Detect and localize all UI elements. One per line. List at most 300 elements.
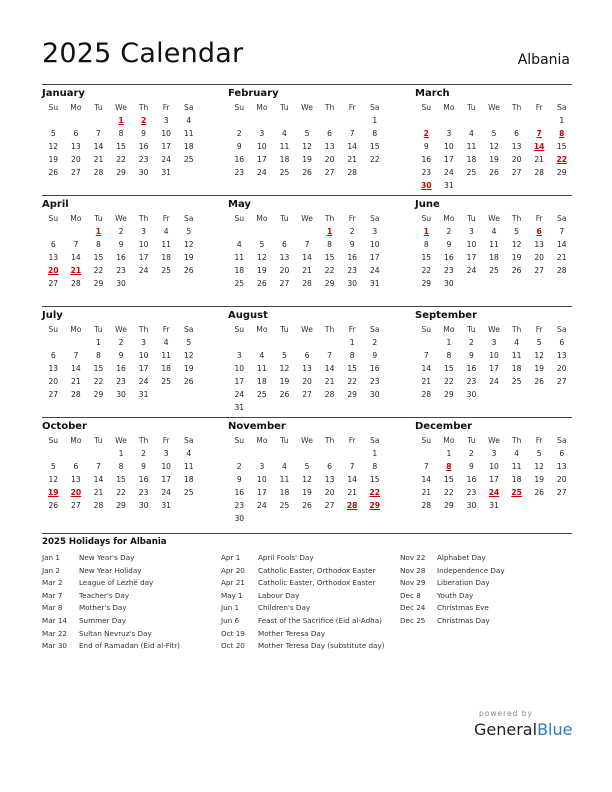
weekday-header	[228, 212, 386, 225]
day-cell: 14	[421, 364, 432, 373]
holiday-name: Independence Day	[437, 565, 505, 575]
empty-day-cell	[42, 114, 65, 127]
holiday-day-cell: 14	[533, 142, 545, 151]
day-cell: 3	[163, 116, 169, 125]
weekday-label: We	[488, 214, 500, 223]
week-row	[228, 388, 386, 401]
week-row	[42, 388, 200, 401]
day-cell: 6	[327, 462, 333, 471]
holiday-date: Mar 8	[42, 603, 63, 613]
holiday-name: Catholic Easter, Orthodox Easter	[258, 578, 376, 588]
day-cell: 17	[489, 364, 499, 373]
day-cell: 24	[234, 390, 245, 399]
day-cell: 30	[138, 501, 149, 510]
weekday-label: We	[115, 103, 127, 112]
holiday-day-cell: 2	[140, 116, 147, 125]
holiday-name: Summer Day	[79, 615, 126, 625]
empty-day-cell	[460, 114, 483, 127]
day-cell: 27	[324, 501, 335, 510]
day-cell: 15	[444, 364, 454, 373]
calendar-grid	[42, 84, 572, 534]
weekday-label: Fr	[535, 325, 543, 334]
holiday-date: Mar 30	[42, 641, 67, 651]
empty-day-cell	[483, 277, 506, 290]
day-cell: 19	[534, 364, 545, 373]
day-cell: 30	[138, 168, 149, 177]
holiday-date: May 1	[221, 590, 243, 600]
day-cell: 9	[372, 351, 378, 360]
day-cell: 9	[349, 240, 355, 249]
day-cell: 13	[48, 364, 59, 373]
empty-day-cell	[318, 114, 341, 127]
holiday-date: Mar 7	[42, 590, 63, 600]
day-cell: 26	[511, 266, 522, 275]
day-cell: 21	[534, 155, 545, 164]
day-cell: 7	[559, 227, 565, 236]
holiday-name: Labour Day	[258, 590, 300, 600]
week-row	[415, 388, 573, 401]
week-row	[415, 375, 573, 388]
weekday-label: Sa	[557, 214, 567, 223]
day-cell: 9	[423, 142, 429, 151]
day-cell: 13	[511, 142, 522, 151]
weekday-header	[415, 323, 573, 336]
day-cell: 15	[116, 475, 126, 484]
day-cell: 18	[279, 488, 290, 497]
week-row	[42, 140, 200, 153]
day-cell: 16	[138, 475, 149, 484]
day-cell: 24	[489, 377, 499, 386]
day-cell: 22	[116, 155, 126, 164]
day-cell: 24	[444, 168, 454, 177]
empty-day-cell	[42, 336, 65, 349]
empty-day-cell	[87, 447, 110, 460]
day-cell: 5	[536, 338, 542, 347]
day-cell: 10	[444, 142, 454, 151]
day-cell: 5	[50, 129, 56, 138]
day-cell: 8	[423, 240, 429, 249]
week-row	[228, 447, 386, 460]
month-april	[42, 196, 200, 290]
weekday-label: Th	[511, 103, 522, 112]
empty-day-cell	[228, 225, 251, 238]
holiday-item	[42, 590, 180, 603]
day-cell: 9	[236, 475, 242, 484]
week-row	[415, 114, 573, 127]
empty-day-cell	[273, 401, 296, 414]
month-name: July	[42, 310, 63, 321]
empty-day-cell	[318, 447, 341, 460]
powered-by-text: powered by	[479, 709, 533, 718]
holiday-day-cell: 24	[488, 488, 500, 497]
day-cell: 3	[491, 338, 497, 347]
day-cell: 17	[444, 155, 454, 164]
week-row	[228, 153, 386, 166]
week-row	[415, 179, 573, 192]
holiday-name: End of Ramadan (Eid al-Fitr)	[79, 641, 180, 651]
month-august	[228, 307, 386, 414]
day-cell: 13	[71, 475, 81, 484]
day-cell: 16	[347, 253, 358, 262]
day-cell: 28	[71, 390, 81, 399]
day-cell: 30	[347, 279, 358, 288]
week-row	[42, 127, 200, 140]
brand-text-blue: Blue	[537, 720, 573, 739]
weekday-label: Sa	[370, 325, 380, 334]
holiday-date: Jan 2	[42, 565, 60, 575]
day-cell: 14	[93, 475, 104, 484]
week-row	[228, 166, 386, 179]
holiday-date: Nov 22	[400, 553, 426, 562]
day-cell: 8	[118, 129, 124, 138]
day-cell: 14	[302, 253, 312, 262]
holiday-date: Apr 20	[221, 565, 245, 575]
day-cell: 10	[466, 240, 477, 249]
empty-day-cell	[87, 114, 110, 127]
day-cell: 4	[282, 462, 287, 471]
weekday-label: Mo	[70, 214, 82, 223]
day-cell: 5	[491, 129, 497, 138]
day-cell: 27	[324, 168, 335, 177]
holiday-date: Dec 25	[400, 615, 426, 625]
day-cell: 14	[324, 364, 335, 373]
empty-day-cell	[483, 388, 506, 401]
empty-day-cell	[460, 179, 483, 192]
day-cell: 23	[466, 377, 477, 386]
week-row	[415, 336, 573, 349]
week-row	[42, 499, 200, 512]
day-cell: 14	[71, 253, 81, 262]
day-cell: 23	[234, 168, 245, 177]
day-cell: 18	[489, 253, 499, 262]
day-cell: 9	[118, 240, 124, 249]
day-cell: 9	[446, 240, 452, 249]
day-cell: 3	[259, 129, 265, 138]
holiday-date: Dec 24	[400, 603, 426, 613]
day-cell: 31	[161, 501, 172, 510]
holiday-item	[42, 577, 180, 590]
day-cell: 12	[48, 475, 59, 484]
month-march	[415, 85, 573, 192]
day-cell: 19	[257, 266, 267, 275]
weekday-label: Tu	[467, 325, 476, 334]
day-cell: 22	[444, 488, 454, 497]
day-cell: 11	[279, 142, 290, 151]
day-cell: 2	[141, 449, 147, 458]
day-cell: 27	[48, 390, 59, 399]
empty-day-cell	[273, 447, 296, 460]
weekday-label: Th	[511, 325, 522, 334]
holiday-name: League of Lezhë day	[79, 578, 154, 588]
day-cell: 12	[183, 351, 194, 360]
day-cell: 14	[556, 240, 567, 249]
week-row	[42, 460, 200, 473]
holiday-name: Alphabet Day	[437, 553, 486, 562]
day-cell: 20	[556, 475, 567, 484]
day-cell: 23	[138, 488, 149, 497]
day-cell: 20	[556, 364, 567, 373]
day-cell: 8	[96, 351, 101, 360]
day-cell: 5	[282, 351, 287, 360]
empty-day-cell	[528, 388, 551, 401]
day-cell: 11	[511, 351, 522, 360]
day-cell: 15	[93, 253, 104, 262]
weekday-label: Su	[48, 103, 59, 112]
day-cell: 10	[489, 462, 499, 471]
day-cell: 16	[444, 253, 454, 262]
day-cell: 23	[116, 377, 126, 386]
day-cell: 17	[369, 253, 380, 262]
brand-logo	[474, 720, 572, 739]
weekday-label: Mo	[443, 325, 455, 334]
empty-day-cell	[363, 401, 386, 414]
day-cell: 9	[118, 351, 124, 360]
brand-text-general: General	[474, 720, 538, 739]
day-cell: 2	[118, 338, 124, 347]
day-cell: 21	[93, 488, 104, 497]
week-row	[228, 460, 386, 473]
empty-day-cell	[65, 225, 88, 238]
day-cell: 11	[489, 240, 499, 249]
day-cell: 6	[514, 129, 520, 138]
day-cell: 4	[163, 338, 169, 347]
weekday-label: We	[488, 103, 500, 112]
empty-day-cell	[65, 336, 88, 349]
week-row	[42, 336, 200, 349]
weekday-label: Su	[421, 325, 432, 334]
day-cell: 29	[116, 501, 126, 510]
day-cell: 19	[183, 364, 194, 373]
holiday-item	[221, 590, 385, 603]
day-cell: 26	[534, 377, 545, 386]
day-cell: 18	[511, 364, 522, 373]
weekday-label: Tu	[94, 214, 103, 223]
holiday-day-cell: 30	[421, 181, 432, 190]
day-cell: 28	[534, 168, 545, 177]
day-cell: 4	[186, 116, 192, 125]
day-cell: 16	[116, 253, 126, 262]
empty-day-cell	[341, 512, 364, 525]
day-cell: 2	[469, 338, 474, 347]
day-cell: 12	[257, 253, 267, 262]
day-cell: 24	[161, 155, 172, 164]
day-cell: 28	[421, 390, 432, 399]
day-cell: 8	[372, 129, 378, 138]
holiday-item	[400, 590, 505, 603]
weekday-label: Th	[324, 325, 335, 334]
empty-day-cell	[483, 114, 506, 127]
weekday-label: Mo	[70, 103, 82, 112]
weekday-header	[228, 323, 386, 336]
day-cell: 16	[421, 155, 432, 164]
holiday-name: Feast of the Sacrifice (Eid al-Adha)	[258, 615, 382, 625]
day-cell: 25	[161, 377, 172, 386]
day-cell: 19	[489, 155, 499, 164]
day-cell: 25	[489, 266, 499, 275]
day-cell: 12	[279, 364, 290, 373]
holiday-day-cell: 20	[48, 266, 59, 275]
day-cell: 3	[141, 227, 147, 236]
day-cell: 25	[257, 390, 267, 399]
day-cell: 19	[48, 155, 59, 164]
day-cell: 29	[444, 390, 454, 399]
day-cell: 2	[349, 227, 355, 236]
empty-day-cell	[528, 179, 551, 192]
empty-day-cell	[273, 512, 296, 525]
day-cell: 26	[302, 501, 312, 510]
day-cell: 5	[304, 129, 310, 138]
weekday-label: Fr	[162, 103, 170, 112]
day-cell: 3	[469, 227, 474, 236]
week-row	[42, 473, 200, 486]
weekday-label: Th	[138, 436, 149, 445]
day-cell: 19	[534, 475, 545, 484]
day-cell: 27	[511, 168, 522, 177]
day-cell: 21	[421, 488, 432, 497]
day-cell: 13	[324, 142, 335, 151]
week-row	[228, 114, 386, 127]
day-cell: 13	[556, 462, 567, 471]
weekday-label: Su	[421, 103, 432, 112]
holiday-date: Dec 8	[400, 590, 421, 600]
day-cell: 9	[469, 462, 474, 471]
week-row	[415, 277, 573, 290]
day-cell: 4	[469, 129, 474, 138]
day-cell: 23	[234, 501, 245, 510]
week-row	[42, 362, 200, 375]
day-cell: 23	[369, 377, 380, 386]
week-row	[228, 277, 386, 290]
day-cell: 17	[234, 377, 245, 386]
day-cell: 28	[71, 279, 81, 288]
weekday-label: Tu	[94, 436, 103, 445]
month-name: October	[42, 421, 87, 432]
day-cell: 23	[347, 266, 358, 275]
empty-day-cell	[415, 114, 438, 127]
day-cell: 18	[257, 377, 267, 386]
weekday-label: Sa	[557, 436, 567, 445]
week-row	[42, 251, 200, 264]
holiday-date: Oct 19	[221, 628, 245, 638]
week-row	[415, 251, 573, 264]
day-cell: 10	[161, 462, 172, 471]
day-cell: 26	[48, 501, 59, 510]
week-row	[42, 447, 200, 460]
week-row	[42, 114, 200, 127]
day-cell: 6	[327, 129, 333, 138]
week-row	[228, 499, 386, 512]
week-row	[415, 166, 573, 179]
day-cell: 12	[511, 240, 522, 249]
weekday-label: We	[115, 214, 127, 223]
weekday-label: Fr	[535, 103, 543, 112]
day-cell: 12	[302, 475, 312, 484]
day-cell: 17	[138, 253, 149, 262]
day-cell: 31	[489, 501, 499, 510]
weekday-label: Sa	[184, 103, 194, 112]
day-cell: 10	[489, 351, 499, 360]
week-row	[228, 375, 386, 388]
weekday-label: Su	[48, 436, 59, 445]
empty-day-cell	[155, 388, 178, 401]
day-cell: 22	[369, 155, 380, 164]
day-cell: 20	[71, 155, 81, 164]
day-cell: 19	[511, 253, 522, 262]
holiday-day-cell: 1	[326, 227, 333, 236]
day-cell: 19	[302, 155, 312, 164]
day-cell: 29	[324, 279, 335, 288]
day-cell: 20	[279, 266, 290, 275]
day-cell: 29	[116, 168, 126, 177]
day-cell: 1	[559, 116, 565, 125]
day-cell: 24	[466, 266, 477, 275]
empty-day-cell	[132, 277, 155, 290]
day-cell: 29	[444, 501, 454, 510]
empty-day-cell	[42, 447, 65, 460]
holiday-name: Mother Teresa Day (substitute day)	[258, 641, 385, 651]
day-cell: 24	[161, 488, 172, 497]
day-cell: 4	[282, 129, 287, 138]
week-row	[228, 512, 386, 525]
week-row	[415, 225, 573, 238]
month-name: September	[415, 310, 477, 321]
weekday-label: Sa	[370, 103, 380, 112]
day-cell: 24	[257, 168, 267, 177]
weekday-label: We	[301, 436, 313, 445]
empty-day-cell	[177, 499, 200, 512]
day-cell: 10	[138, 351, 149, 360]
day-cell: 30	[116, 390, 126, 399]
day-cell: 13	[534, 240, 545, 249]
day-cell: 26	[48, 168, 59, 177]
day-cell: 23	[421, 168, 432, 177]
empty-day-cell	[363, 512, 386, 525]
week-row	[42, 375, 200, 388]
weekday-label: Mo	[443, 103, 455, 112]
holiday-name: New Year's Day	[79, 553, 135, 562]
day-cell: 6	[73, 129, 79, 138]
week-row	[228, 264, 386, 277]
empty-day-cell	[296, 225, 319, 238]
holiday-day-cell: 1	[95, 227, 102, 236]
weekday-label: Sa	[184, 436, 194, 445]
day-cell: 1	[446, 338, 452, 347]
weekday-label: Mo	[70, 325, 82, 334]
day-cell: 15	[324, 253, 335, 262]
week-row	[415, 140, 573, 153]
day-cell: 28	[556, 266, 567, 275]
day-cell: 5	[186, 227, 192, 236]
holiday-item	[400, 552, 505, 565]
empty-day-cell	[483, 179, 506, 192]
day-cell: 14	[71, 364, 81, 373]
empty-day-cell	[415, 447, 438, 460]
week-row	[42, 238, 200, 251]
empty-day-cell	[251, 512, 274, 525]
day-cell: 27	[48, 279, 59, 288]
weekday-label: Fr	[348, 436, 356, 445]
day-cell: 22	[347, 377, 358, 386]
day-cell: 25	[183, 488, 194, 497]
day-cell: 5	[536, 449, 542, 458]
holiday-date: Jun 6	[221, 615, 240, 625]
day-cell: 3	[372, 227, 378, 236]
day-cell: 18	[161, 253, 172, 262]
day-cell: 1	[96, 338, 101, 347]
day-cell: 22	[116, 488, 126, 497]
weekday-header	[42, 434, 200, 447]
empty-day-cell	[177, 166, 200, 179]
